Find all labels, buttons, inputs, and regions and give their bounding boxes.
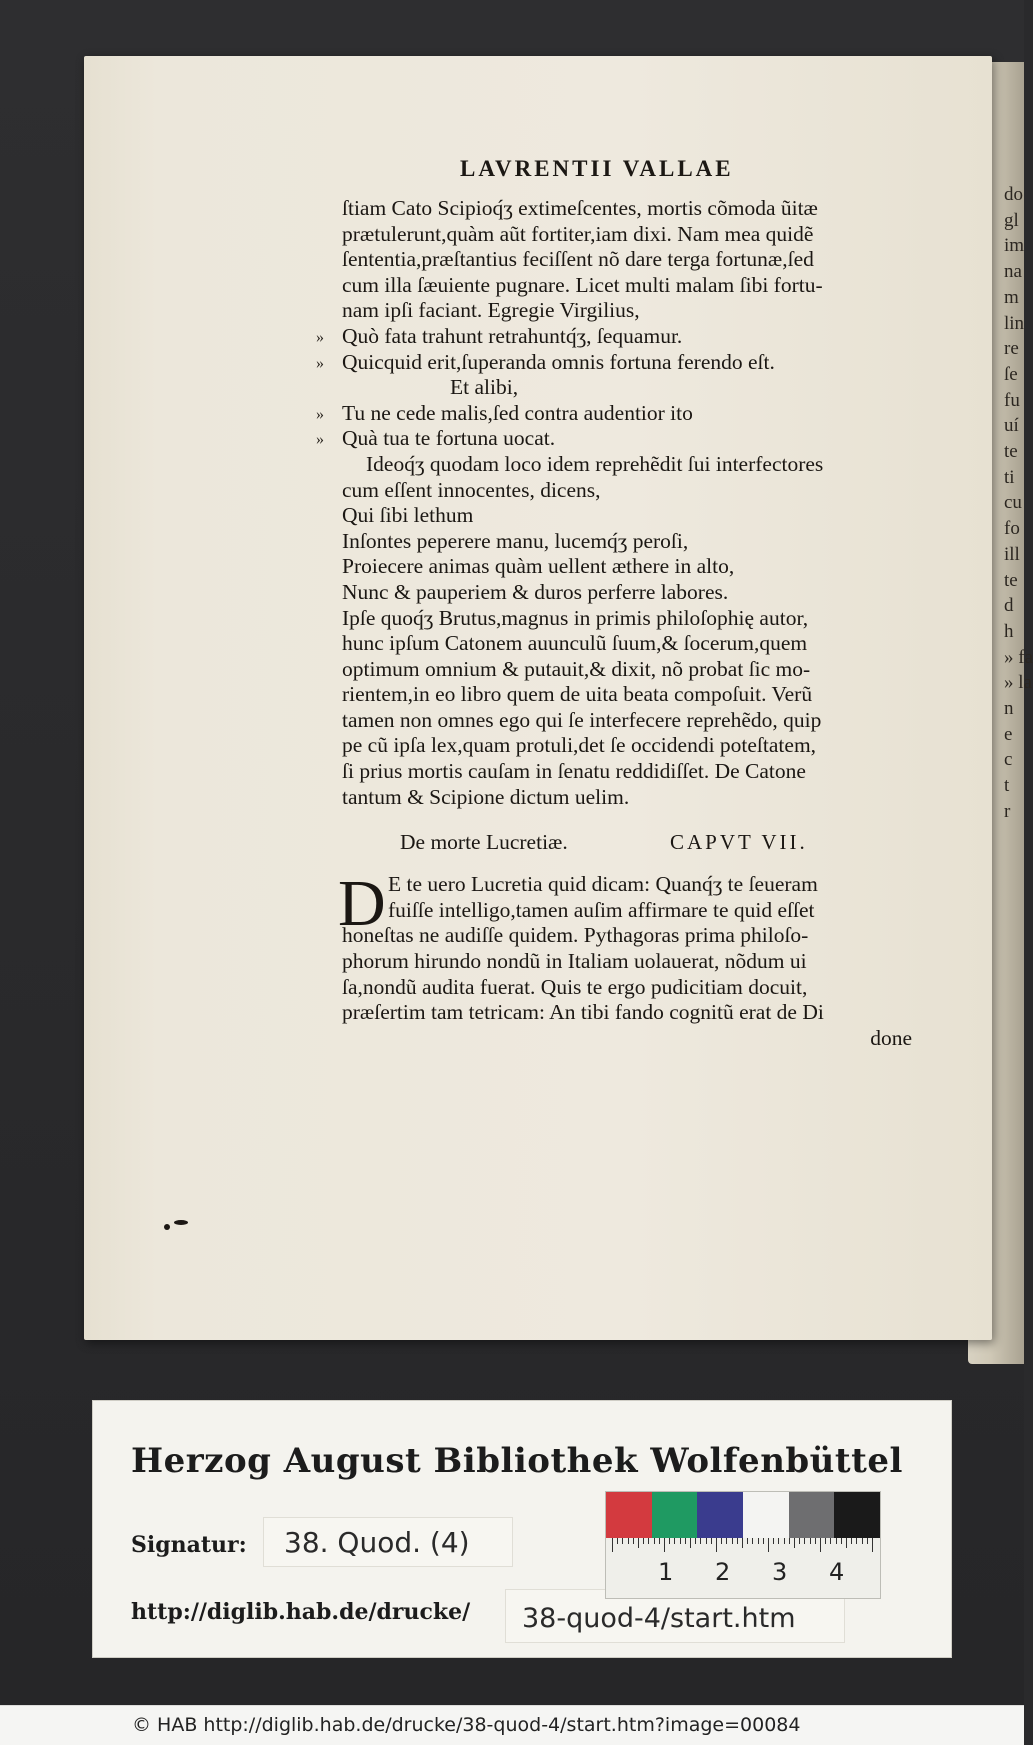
ruler-tick (784, 1538, 785, 1544)
text-line (342, 606, 922, 632)
text-line-content: Inſontes peperere manu, lucemq́ʒ peroſi, (342, 528, 689, 553)
ruler-tick (706, 1538, 707, 1544)
body-text (316, 196, 922, 1051)
text-line (342, 631, 922, 657)
ruler-tick (659, 1538, 660, 1544)
text-line (342, 222, 922, 248)
dropcap-initial: D (338, 867, 386, 941)
ruler-tick (815, 1538, 816, 1544)
ruler-tick (825, 1538, 826, 1544)
ruler-tick (700, 1538, 701, 1544)
chapter-text-line: fuiſſe intelligo,tamen auſim affirmare te quid eſſet (388, 897, 815, 922)
ruler-tick (680, 1538, 681, 1544)
text-line (342, 503, 922, 529)
text-line (316, 426, 922, 452)
ruler-tick (648, 1538, 649, 1544)
footer-credit: © HAB http://diglib.hab.de/drucke/38-quod-4/start.htm?image=00084 (132, 1714, 801, 1736)
text-line-content: hunc ipſum Catonem auunculũ ſuum,& ſocerum,quem (342, 631, 808, 656)
text-line (342, 247, 922, 273)
text-line (316, 349, 922, 376)
text-line (342, 682, 922, 708)
text-line (342, 785, 922, 811)
text-line-content: Quà tua te fortuna uocat. (342, 426, 556, 451)
facing-page-fragments: do gl im na m lin re ſe fu uí te ti cu fo ill te d h » fa » la n e c t r (1004, 184, 1033, 822)
ruler-tick (846, 1538, 847, 1548)
text-line-content: cum eſſent innocentes, dicens, (342, 477, 601, 502)
text-line-content: Quò fata trahunt retrahuntq́ʒ, ſequamur. (342, 323, 683, 348)
color-swatch (834, 1492, 880, 1538)
quotation-marker: » (316, 354, 324, 372)
chapter-text-line: done (870, 1025, 912, 1050)
chapter-text (338, 867, 922, 1051)
ruler-tick (758, 1538, 759, 1544)
ruler-number: 3 (772, 1558, 788, 1586)
library-label-card (92, 1400, 952, 1658)
color-swatch (697, 1492, 743, 1538)
text-line (342, 298, 922, 324)
color-swatch (606, 1492, 652, 1538)
chapter-text-line: præſertim tam tetricam: An tibi fando cognitũ erat de Di (342, 1000, 824, 1025)
text-line-content: ſi prius mortis cauſam in ſenatu reddidiſſet. De Catone (342, 759, 806, 784)
ruler-tick (841, 1538, 842, 1544)
text-line (342, 529, 922, 555)
text-line-content: pe cũ ipſa lex,quam protuli,det ſe occidendi poteſtatem, (342, 733, 817, 758)
ruler-number: 4 (829, 1558, 845, 1586)
ruler-tick (737, 1538, 738, 1544)
text-line-content: cum illa ſæuiente pugnare. Licet multi malam ſibi fortu- (342, 272, 823, 297)
text-line-content: Tu ne cede malis,ſed contra audentior ito (342, 400, 693, 425)
footer-bar (0, 1705, 1024, 1745)
text-line (342, 554, 922, 580)
ruler-tick (617, 1538, 618, 1544)
ruler-tick (773, 1538, 774, 1544)
ruler-tick (654, 1538, 655, 1544)
url-prefix: http://diglib.hab.de/drucke/ (131, 1599, 471, 1625)
ruler-tick (810, 1538, 811, 1544)
text-line-content: Nunc & pauperiem & duros perferre labores. (342, 579, 729, 604)
text-line-content: Proiecere animas quàm uellent æthere in alto, (342, 554, 735, 579)
ruler-tick (711, 1538, 712, 1544)
text-line-content: tamen non omnes ego qui ſe interfecere reprehẽdo, quip (342, 707, 822, 732)
text-line (316, 400, 922, 427)
ruler-tick (768, 1538, 769, 1552)
ruler-tick (778, 1538, 779, 1544)
running-head: LAVRENTII VALLAE (460, 156, 734, 181)
ruler-tick (638, 1538, 639, 1548)
ruler-tick (628, 1538, 629, 1544)
ruler-tick (664, 1538, 665, 1552)
ruler-tick (643, 1538, 644, 1544)
ruler-tick (872, 1538, 873, 1552)
ruler-tick (804, 1538, 805, 1544)
signatur-value: 38. Quod. (4) (263, 1517, 513, 1567)
text-line-content: ſententia,præſtantius feciſſent nõ dare terga fortunæ,ſed (342, 247, 814, 272)
color-swatch (789, 1492, 835, 1538)
ruler-tick (721, 1538, 722, 1544)
color-calibration-bar (605, 1491, 881, 1599)
signatur-label: Signatur: (131, 1532, 247, 1558)
quotation-marker: » (316, 431, 324, 449)
scale-ruler (606, 1538, 880, 1598)
text-line-content: Ipſe quoq́ʒ Brutus,magnus in primis philoſophię autor, (342, 605, 809, 630)
ruler-tick (836, 1538, 837, 1544)
color-swatches (606, 1492, 880, 1538)
text-line-content: optimum omnium & putauit,& dixit, nõ probat ſic mo- (342, 656, 811, 681)
chapter-title: De morte Lucretiæ. (400, 830, 568, 855)
text-line-content: Qui ſibi lethum (342, 503, 474, 528)
chapter-heading (342, 822, 922, 858)
text-line-content: Quicquid erit,ſuperanda omnis fortuna ferendo eſt. (342, 349, 775, 374)
chapter-text-line: E te uero Lucretia quid dicam: Quanq́ʒ te ſeueram (388, 872, 818, 897)
quotation-marker: » (316, 405, 324, 423)
text-line-content: tantum & Scipione dictum uelim. (342, 784, 630, 809)
ink-blot (164, 1220, 190, 1230)
ruler-tick (695, 1538, 696, 1544)
color-swatch (743, 1492, 789, 1538)
ruler-tick (752, 1538, 753, 1544)
library-title: Herzog August Bibliothek Wolfenbüttel (131, 1441, 903, 1481)
ruler-tick (851, 1538, 852, 1544)
ruler-tick (820, 1538, 821, 1552)
ruler-tick (716, 1538, 717, 1552)
ruler-tick (856, 1538, 857, 1544)
ruler-tick (674, 1538, 675, 1544)
ruler-number: 1 (658, 1558, 674, 1586)
ruler-tick (763, 1538, 764, 1544)
text-lines (316, 196, 922, 810)
text-line (342, 580, 922, 606)
quotation-marker: » (316, 328, 324, 346)
chapter-text-line: honeſtas ne audiſſe quidem. Pythagoras prima philoſo- (342, 923, 809, 948)
text-line (342, 478, 922, 504)
chapter-text-line: ſa,nondũ audita fuerat. Quis te ergo pudicitiam docuit, (342, 974, 808, 999)
text-line (342, 196, 922, 222)
ruler-tick (799, 1538, 800, 1544)
text-line (342, 273, 922, 299)
ruler-tick (726, 1538, 727, 1544)
text-line (342, 759, 922, 785)
ruler-tick (633, 1538, 634, 1544)
text-line-content: Et alibi, (450, 375, 519, 400)
ruler-tick (690, 1538, 691, 1548)
ruler-tick (685, 1538, 686, 1544)
ruler-tick (622, 1538, 623, 1544)
text-line-content: prætulerunt,quàm aũt fortiter,iam dixi. Nam mea quidẽ (342, 221, 814, 246)
chapter-label: CAPVT VII. (670, 830, 808, 855)
ruler-tick (862, 1538, 863, 1544)
ruler-tick (669, 1538, 670, 1544)
color-swatch (652, 1492, 698, 1538)
ruler-number: 2 (715, 1558, 731, 1586)
chapter-lines (342, 872, 922, 1051)
ruler-tick (789, 1538, 790, 1544)
ruler-tick (742, 1538, 743, 1548)
ruler-tick (612, 1538, 613, 1552)
text-line-content: ſtiam Cato Scipioq́ʒ extimeſcentes, mortis cõmoda ũitæ (342, 196, 818, 220)
text-line (342, 733, 922, 759)
text-line (342, 657, 922, 683)
text-line (316, 323, 922, 350)
ruler-tick (732, 1538, 733, 1544)
text-line (342, 375, 922, 401)
text-line-content: nam ipſi faciant. Egregie Virgilius, (342, 298, 640, 323)
url-value: 38-quod-4/start.htm (505, 1589, 845, 1643)
chapter-text-line: phorum hirundo nondũ in Italiam uolauerat, nõdum ui (342, 949, 807, 974)
ruler-tick (867, 1538, 868, 1544)
text-line (342, 452, 922, 478)
text-line-content: Ideoq́ʒ quodam loco idem reprehẽdit ſui interfectores (366, 451, 824, 476)
text-line (342, 708, 922, 734)
ruler-tick (747, 1538, 748, 1544)
ruler-tick (794, 1538, 795, 1548)
ruler-tick (830, 1538, 831, 1544)
text-line-content: rientem,in eo libro quem de uita beata compoſuit. Verũ (342, 682, 813, 707)
